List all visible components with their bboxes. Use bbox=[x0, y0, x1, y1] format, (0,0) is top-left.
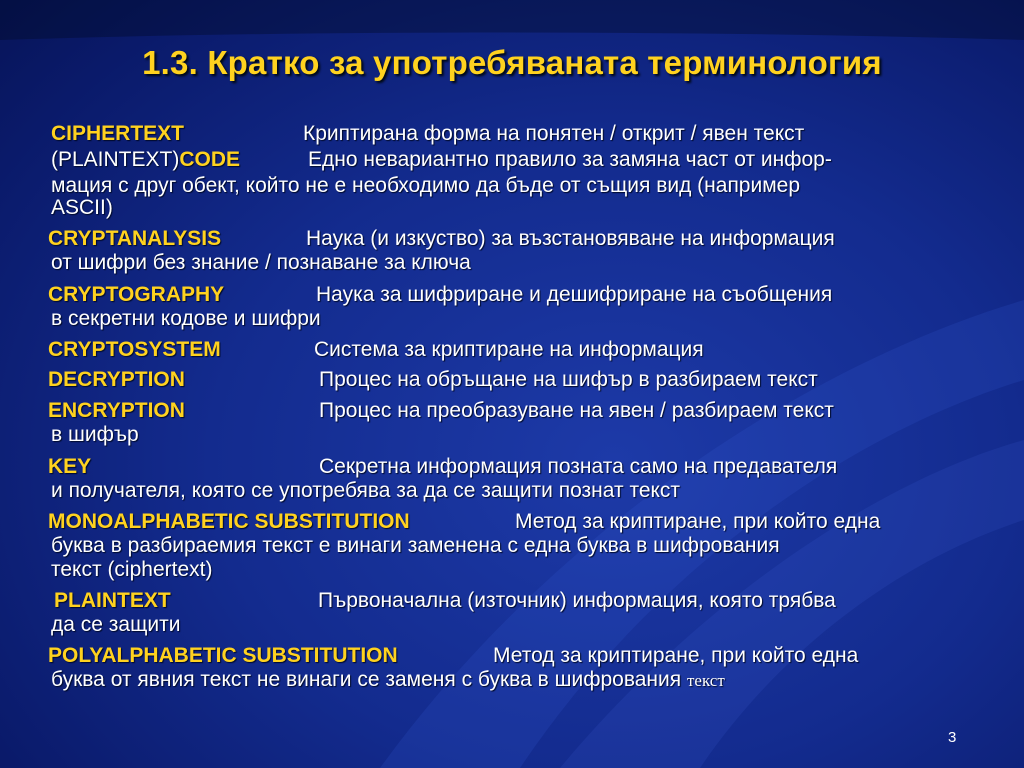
term-label: CRYPTOSYSTEM bbox=[48, 338, 221, 361]
definition-polyalphabetic-continuation bbox=[51, 668, 725, 693]
definition-cryptanalysis: Наука (и изкуство) за възстановяване на информация bbox=[306, 227, 835, 250]
definition-cryptosystem: Система за криптиране на информация bbox=[314, 338, 704, 361]
term-label: CODE bbox=[179, 148, 241, 171]
term-decryption bbox=[48, 368, 185, 392]
definition-monoalphabetic-continuation: текст (ciphertext) bbox=[51, 558, 213, 581]
definition-monoalphabetic-substitution: Метод за криптиране, при който една bbox=[515, 510, 881, 533]
definition-cryptanalysis-continuation: от шифри без знание / познаване за ключа bbox=[51, 251, 471, 274]
term-label: PLAINTEXT bbox=[54, 589, 171, 612]
slide-title: 1.3. Кратко за употребяваната терминология bbox=[142, 44, 882, 81]
definition-decryption: Процес на обръщане на шифър в разбираем текст bbox=[319, 368, 818, 391]
term-ciphertext bbox=[51, 122, 184, 146]
term-label: KEY bbox=[48, 455, 92, 478]
term-label: CIPHERTEXT bbox=[51, 122, 185, 145]
term-cryptography bbox=[48, 283, 224, 307]
term-cryptanalysis bbox=[48, 227, 221, 251]
definition-plaintext: Първоначална (източник) информация, която трябва bbox=[318, 589, 836, 612]
term-monoalphabetic-substitution bbox=[48, 510, 410, 534]
term-prefix: (PLAINTEXT) bbox=[51, 148, 180, 171]
term-label: ENCRYPTION bbox=[48, 399, 185, 422]
definition-code: Едно невариантно правило за замяна част от инфор- bbox=[308, 148, 832, 171]
term-polyalphabetic-substitution bbox=[48, 644, 398, 668]
term-code bbox=[51, 148, 240, 172]
term-cryptosystem bbox=[48, 338, 221, 362]
definition-text: буква от явния текст не винаги се заменя с буква в шифрования bbox=[51, 668, 682, 691]
definition-ciphertext: Криптирана форма на понятен / открит / явен текст bbox=[303, 122, 805, 145]
term-label: MONOALPHABETIC SUBSTITUTION bbox=[48, 510, 410, 533]
definition-key-continuation: и получателя, която се употребява за да се защити познат текст bbox=[51, 479, 681, 502]
definition-cryptography-continuation: в секретни кодове и шифри bbox=[51, 307, 321, 330]
page-number: 3 bbox=[948, 729, 957, 746]
definition-text-tail: текст bbox=[686, 671, 725, 690]
definition-code-continuation: мация с друг обект, който не е необходимо да бъде от същия вид (например bbox=[51, 174, 801, 197]
definition-encryption-continuation: в шифър bbox=[51, 423, 139, 446]
term-label: DECRYPTION bbox=[48, 368, 185, 391]
term-label: CRYPTANALYSIS bbox=[48, 227, 222, 250]
term-key bbox=[48, 455, 91, 479]
term-plaintext bbox=[54, 589, 171, 613]
definition-code-continuation: ASCII) bbox=[51, 196, 113, 219]
definition-encryption: Процес на преобразуване на явен / разбираем текст bbox=[319, 399, 834, 422]
term-label: POLYALPHABETIC SUBSTITUTION bbox=[48, 644, 398, 667]
definition-polyalphabetic-substitution: Метод за криптиране, при който една bbox=[493, 644, 859, 667]
definition-key: Секретна информация позната само на предавателя bbox=[319, 455, 838, 478]
definition-cryptography: Наука за шифриране и дешифриране на съобщения bbox=[316, 283, 833, 306]
definition-plaintext-continuation: да се защити bbox=[51, 613, 181, 636]
definition-monoalphabetic-continuation: буква в разбираемия текст е винаги заменена с една буква в шифрования bbox=[51, 534, 780, 557]
term-label: CRYPTOGRAPHY bbox=[48, 283, 225, 306]
term-encryption bbox=[48, 399, 185, 423]
